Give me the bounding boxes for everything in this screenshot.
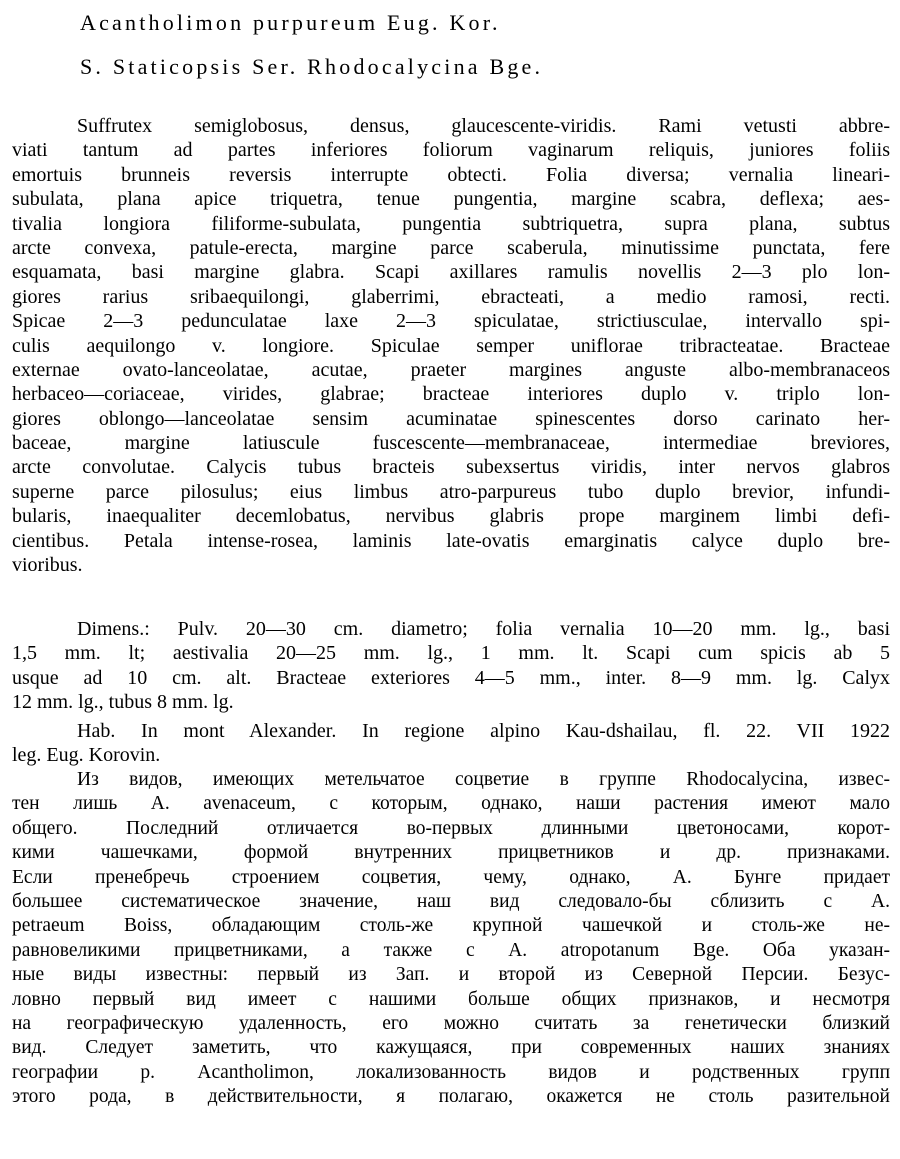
text-line: на географическую удаленность, его можно считать за генетически близкий (12, 1012, 890, 1034)
text-line: emortuis brunneis reversis interrupte obtecti. Folia diversa; vernalia lineari- (12, 163, 890, 186)
section-subtitle: S. Staticopsis Ser. Rhodocalycina Bge. (80, 54, 544, 79)
text-line: tivalia longiora filiforme-subulata, pungentia subtriquetra, supra plana, subtus (12, 212, 890, 235)
text-line: 1,5 mm. lt; aestivalia 20—25 mm. lg., 1 mm. lt. Scapi cum spicis ab 5 (12, 642, 890, 665)
text-line: viati tantum ad partes inferiores foliorum vaginarum reliquis, juniores foliis (12, 139, 890, 162)
text-line: superne parce pilosulus; eius limbus atro-parpureus tubo duplo brevior, infundi- (12, 480, 890, 503)
habitat-paragraph (12, 719, 890, 768)
text-line: Spicae 2—3 pedunculatae laxe 2—3 spiculatae, strictiusculae, intervallo spi- (12, 310, 890, 333)
latin-description-paragraph (12, 114, 890, 577)
text-line: subulata, plana apice triquetra, tenue pungentia, margine scabra, deflexa; aes- (12, 188, 890, 211)
text-line: 12 mm. lg., tubus 8 mm. lg. (12, 691, 234, 714)
text-line: petraeum Boiss, обладающим столь-же крупной чашечкой и столь-же не- (12, 915, 890, 937)
text-line: giores oblongo—lanceolatae sensim acuminatae spinescentes dorso carinato her- (12, 407, 890, 430)
text-line: кими чашечками, формой внутренних прицветников и др. признаками. (12, 842, 890, 864)
text-line: arcte convexa, patule-erecta, margine parce scaberula, minutissime punctata, fere (12, 236, 890, 259)
text-line: вид. Следует заметить, что кажущаяся, при современных наших знаниях (12, 1037, 890, 1059)
text-line: esquamata, basi margine glabra. Scapi axillares ramulis novellis 2—3 plo lon- (12, 261, 890, 284)
text-line: общего. Последний отличается во-первых длинными цветоносами, корот- (12, 817, 890, 839)
text-line: этого рода, в действительности, я полагаю, окажется не столь разительной (12, 1086, 890, 1108)
text-line: большее систематическое значение, наш вид следовало-бы сблизить с A. (12, 890, 890, 912)
text-line: тен лишь A. avenaceum, с которым, однако, наши растения имеют мало (12, 793, 890, 815)
text-line: bularis, inaequaliter decemlobatus, nervibus glabris prope marginem limbi defi- (12, 505, 890, 528)
species-title: Acantholimon purpureum Eug. Kor. (80, 10, 501, 35)
text-line: Dimens.: Pulv. 20—30 cm. diametro; folia vernalia 10—20 mm. lg., basi (77, 618, 890, 640)
text-line: ные виды известны: первый из Зап. и второй из Северной Персии. Безус- (12, 964, 890, 986)
text-line: Suffrutex semiglobosus, densus, glaucescente-viridis. Rami vetusti abbre- (77, 115, 890, 137)
text-line: ловно первый вид имеет с нашими больше общих признаков, и несмотря (12, 988, 890, 1010)
text-line: culis aequilongo v. longiore. Spiculae semper uniflorae tribracteatae. Bracteae (12, 334, 890, 357)
text-line: географии р. Acantholimon, локализованность видов и родственных групп (12, 1061, 890, 1083)
text-line: herbaceo—coriaceae, virides, glabrae; bracteae interiores duplo v. triplo lon- (12, 383, 890, 406)
text-line: Hab. In mont Alexander. In regione alpino Kau-dshailau, fl. 22. VII 1922 (77, 720, 890, 742)
text-line: равновеликими прицветниками, а также с A. atropotanum Bge. Оба указан- (12, 939, 890, 961)
dimensions-paragraph (12, 617, 890, 715)
text-line: externae ovato-lanceolatae, acutae, praeter margines anguste albo-membranaceos (12, 358, 890, 381)
text-line: giores rarius sribaequilongi, glaberrimi, ebracteati, a medio ramosi, recti. (12, 285, 890, 308)
text-line: arcte convolutae. Calycis tubus bracteis subexsertus viridis, inter nervos glabros (12, 456, 890, 479)
text-line: usque ad 10 cm. alt. Bracteae exteriores 4—5 mm., inter. 8—9 mm. lg. Calyx (12, 666, 890, 689)
text-line: Если пренебречь строением соцветия, чему, однако, А. Бунге придает (12, 866, 890, 888)
russian-discussion-paragraph (12, 768, 890, 1109)
text-line: baceae, margine latiuscule fuscescente—membranaceae, intermediae breviores, (12, 432, 890, 455)
text-line: leg. Eug. Korovin. (12, 744, 161, 767)
text-line: Из видов, имеющих метельчатое соцветие в группе Rhodocalycina, извес- (77, 769, 890, 790)
text-line: vioribus. (12, 554, 83, 577)
text-line: cientibus. Petala intense-rosea, laminis late-ovatis emarginatis calyce duplo bre- (12, 529, 890, 552)
